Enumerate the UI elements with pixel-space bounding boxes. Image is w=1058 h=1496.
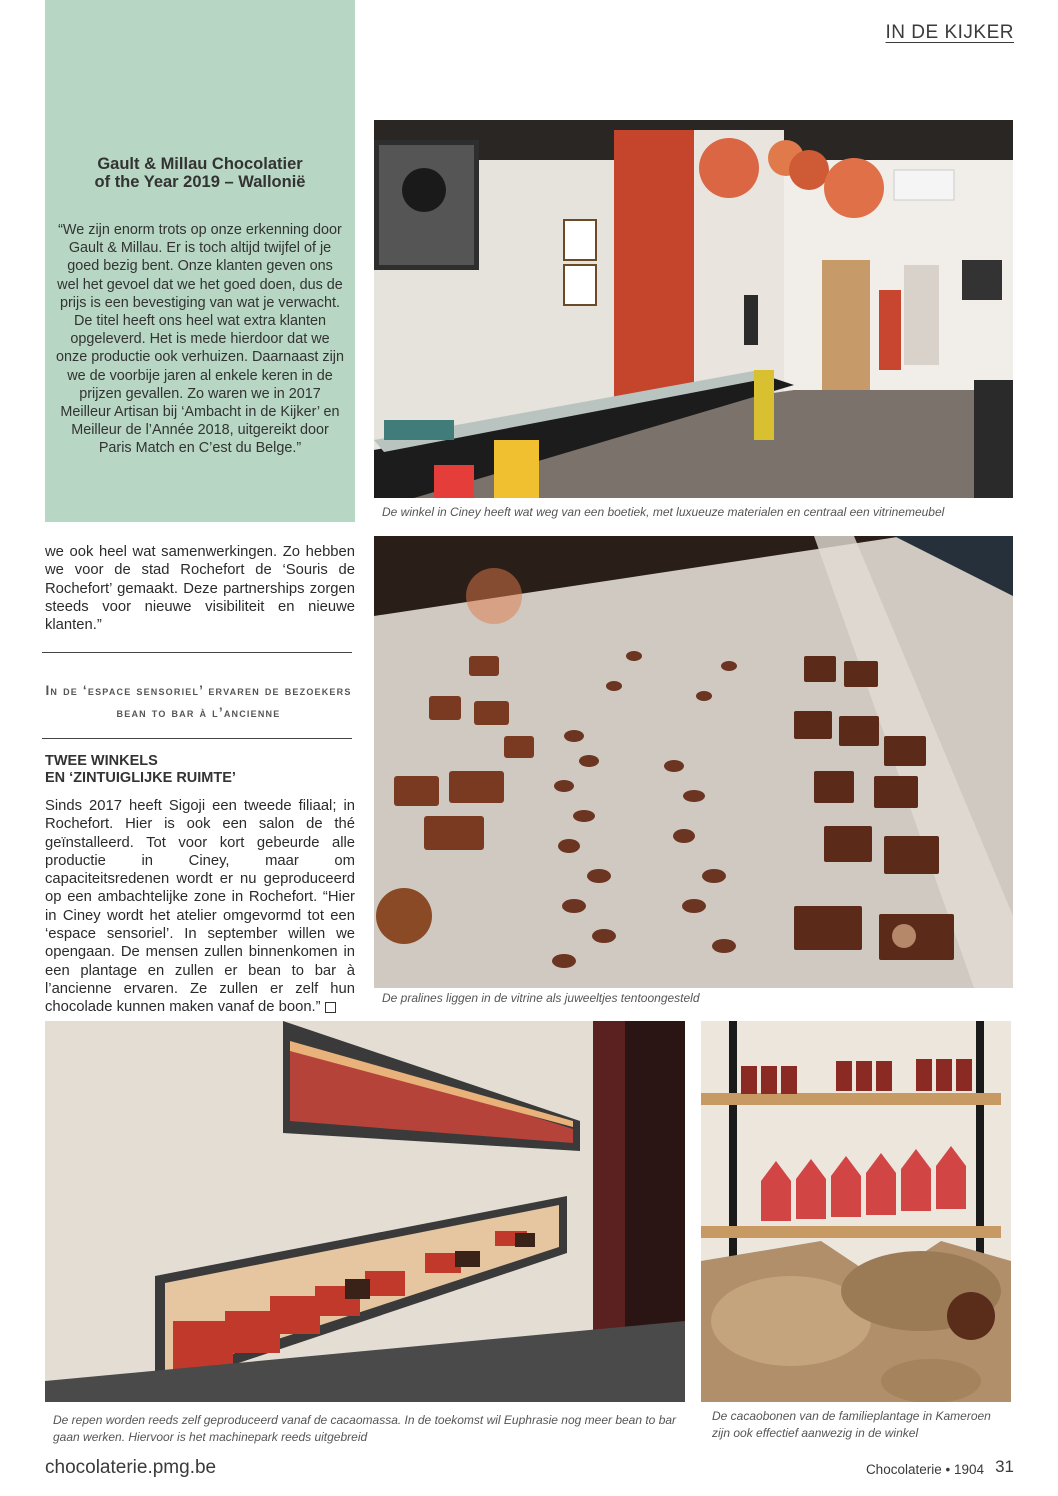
end-mark-icon	[325, 1002, 336, 1013]
divider-top	[42, 652, 352, 653]
sidebar-quote: “We zijn enorm trots op onze erkenning door Gault & Millau. Er is toch altijd twijfel of je goed bezig bent. Onze klanten geven ons wel het gevoel dat we het goed doen, dus de prijs is een bevestiging van wat je verwacht. De titel heeft ons heel wat extra klanten opgeleverd. Het is mede hierdoor dat we onze productie ook verhuizen. Daarnaast zijn we de voorbije jaren al enkele keren in de prijzen gevallen. Zo waren we in 2017 Meilleur Artisan bij ‘Ambacht in de Kijker’ en Meilleur de l’Année 2018, uitgereikt door Paris Match en C’est du Belge.”	[56, 222, 344, 457]
article-body-text: Sinds 2017 heeft Sigoji een tweede filiaal; in Rochefort. Hier is ook een salon de thé geïnstalleerd. Tot voor kort gebeurde alle productie in Ciney, maar om capaciteitsredenen wordt er nu geproduceerd op een ambachtelijke zone in Rochefort. “Hier in Ciney wordt het atelier omgevormd tot een ‘espace sensoriel’. In september willen we opengaan. De mensen zullen binnenkomen in een plantage en zullen er bean to bar à l’ancienne ervaren. Ze zullen er zelf hun chocolade kunnen maken vanaf de boon.”	[45, 798, 355, 1016]
photo-chocolate-bars-wall	[45, 1021, 685, 1402]
article-body	[45, 797, 355, 1017]
page-number: 31	[995, 1457, 1014, 1476]
section-label: IN DE KIJKER	[885, 22, 1014, 43]
sidebar-title-line2: of the Year 2019 – Wallonië	[94, 173, 306, 191]
sidebar-title	[45, 155, 355, 191]
pullquote: In de ‘espace sensoriel’ ervaren de bezoekers bean to bar à l’ancienne	[45, 683, 352, 720]
sidebar-title-line1: Gault & Millau Chocolatier	[97, 155, 303, 173]
caption-photo2: De pralines liggen in de vitrine als juweeltjes tentoongesteld	[382, 991, 700, 1005]
photo-cocoa-beans-shelves	[701, 1021, 1011, 1402]
caption-photo3: De repen worden reeds zelf geproduceerd vanaf de cacaomassa. In de toekomst wil Euphrasie nog meer bean to bar gaan werken. Hiervoor is het machinepark reeds uitgebreid	[53, 1413, 677, 1444]
caption-photo1: De winkel in Ciney heeft wat weg van een boetiek, met luxueuze materialen en centraal een vitrinemeubel	[382, 505, 945, 519]
divider-bottom	[42, 738, 352, 739]
subhead-line2: EN ‘ZINTUIGLIJKE RUIMTE’	[45, 770, 236, 786]
footer-magazine-issue: Chocolaterie • 1904	[865, 1462, 984, 1477]
subhead-line1: TWEE WINKELS	[45, 753, 158, 769]
section-subhead	[45, 753, 236, 787]
photo-shop-interior	[374, 120, 1013, 498]
photo-pralines-vitrine	[374, 536, 1013, 988]
sidebar-box	[45, 0, 355, 522]
caption-photo4: De cacaobonen van de familieplantage in Kameroen zijn ook effectief aanwezig in de winkel	[712, 1409, 991, 1440]
article-continuation: we ook heel wat samenwerkingen. Zo hebben we voor de stad Rochefort de ‘Souris de Rochefort’ gemaakt. Deze partnerships zorgen steeds voor nieuwe visibiliteit en nieuwe klanten.”	[45, 544, 355, 634]
footer-website[interactable]: chocolaterie.pmg.be	[45, 1457, 217, 1478]
